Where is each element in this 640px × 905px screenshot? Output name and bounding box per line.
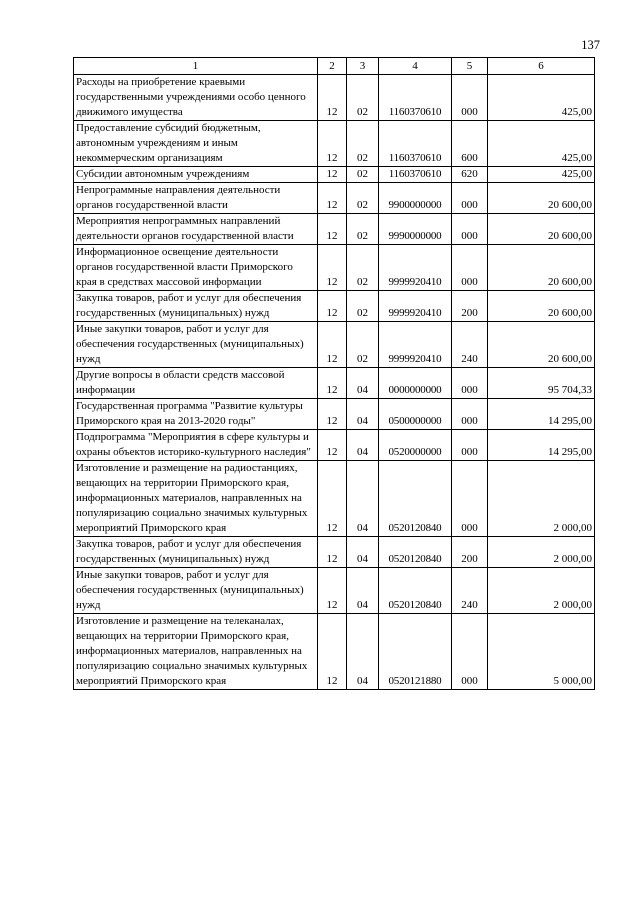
expense-type-code: 000 (452, 214, 488, 245)
subsection-code: 04 (347, 614, 379, 690)
table-row (74, 430, 595, 461)
target-article-code: 0000000000 (379, 368, 452, 399)
subsection-code: 04 (347, 537, 379, 568)
item-name: Субсидии автономным учреждениям (74, 167, 318, 183)
section-code: 12 (318, 183, 347, 214)
amount: 2 000,00 (488, 537, 595, 568)
header-cell: 4 (379, 58, 452, 75)
table-row (74, 568, 595, 614)
header-cell: 3 (347, 58, 379, 75)
amount: 14 295,00 (488, 399, 595, 430)
subsection-code: 04 (347, 461, 379, 537)
section-code: 12 (318, 322, 347, 368)
target-article-code: 0520120840 (379, 537, 452, 568)
table-row (74, 121, 595, 167)
subsection-code: 04 (347, 568, 379, 614)
amount: 2 000,00 (488, 461, 595, 537)
item-name: Изготовление и размещение на телеканалах, вещающих на территории Приморского края, информационных материалов, направленных на популяризацию социально значимых культурных мероприятий Приморского края (74, 614, 318, 690)
target-article-code: 0520120840 (379, 461, 452, 537)
amount: 20 600,00 (488, 291, 595, 322)
amount: 2 000,00 (488, 568, 595, 614)
subsection-code: 02 (347, 214, 379, 245)
expense-type-code: 000 (452, 183, 488, 214)
item-name: Подпрограмма "Мероприятия в сфере культуры и охраны объектов историко-культурного наследия" (74, 430, 318, 461)
section-code: 12 (318, 214, 347, 245)
table-row (74, 214, 595, 245)
section-code: 12 (318, 614, 347, 690)
subsection-code: 02 (347, 167, 379, 183)
table-row (74, 75, 595, 121)
target-article-code: 0500000000 (379, 399, 452, 430)
subsection-code: 02 (347, 245, 379, 291)
section-code: 12 (318, 568, 347, 614)
expense-type-code: 240 (452, 322, 488, 368)
expense-type-code: 000 (452, 399, 488, 430)
expense-type-code: 000 (452, 245, 488, 291)
subsection-code: 02 (347, 121, 379, 167)
section-code: 12 (318, 75, 347, 121)
page-number: 137 (581, 38, 600, 52)
target-article-code: 9999920410 (379, 245, 452, 291)
target-article-code: 9999920410 (379, 322, 452, 368)
expense-type-code: 000 (452, 430, 488, 461)
amount: 20 600,00 (488, 245, 595, 291)
target-article-code: 9900000000 (379, 183, 452, 214)
subsection-code: 02 (347, 183, 379, 214)
section-code: 12 (318, 245, 347, 291)
table-row (74, 322, 595, 368)
target-article-code: 9990000000 (379, 214, 452, 245)
subsection-code: 02 (347, 291, 379, 322)
item-name: Закупка товаров, работ и услуг для обеспечения государственных (муниципальных) нужд (74, 537, 318, 568)
header-row (74, 58, 595, 75)
section-code: 12 (318, 430, 347, 461)
section-code: 12 (318, 461, 347, 537)
item-name: Предоставление субсидий бюджетным, автономным учреждениям и иным некоммерческим организациям (74, 121, 318, 167)
target-article-code: 0520121880 (379, 614, 452, 690)
section-code: 12 (318, 291, 347, 322)
table-row (74, 245, 595, 291)
table-row (74, 461, 595, 537)
item-name: Изготовление и размещение на радиостанциях, вещающих на территории Приморского края, информационных материалов, направленных на популяризацию социально значимых культурных мероприятий Приморского края (74, 461, 318, 537)
amount: 425,00 (488, 167, 595, 183)
expense-type-code: 000 (452, 614, 488, 690)
amount: 20 600,00 (488, 214, 595, 245)
target-article-code: 1160370610 (379, 121, 452, 167)
item-name: Мероприятия непрограммных направлений деятельности органов государственной власти (74, 214, 318, 245)
amount: 20 600,00 (488, 322, 595, 368)
target-article-code: 1160370610 (379, 75, 452, 121)
expense-type-code: 200 (452, 291, 488, 322)
table-row (74, 167, 595, 183)
item-name: Государственная программа "Развитие культуры Приморского края на 2013-2020 годы" (74, 399, 318, 430)
section-code: 12 (318, 368, 347, 399)
table-row (74, 368, 595, 399)
header-cell: 1 (74, 58, 318, 75)
amount: 14 295,00 (488, 430, 595, 461)
expense-type-code: 000 (452, 461, 488, 537)
subsection-code: 02 (347, 75, 379, 121)
amount: 425,00 (488, 75, 595, 121)
table-row (74, 537, 595, 568)
section-code: 12 (318, 537, 347, 568)
item-name: Иные закупки товаров, работ и услуг для обеспечения государственных (муниципальных) нужд (74, 322, 318, 368)
table-row (74, 291, 595, 322)
amount: 20 600,00 (488, 183, 595, 214)
expense-type-code: 600 (452, 121, 488, 167)
item-name: Закупка товаров, работ и услуг для обеспечения государственных (муниципальных) нужд (74, 291, 318, 322)
amount: 95 704,33 (488, 368, 595, 399)
target-article-code: 0520120840 (379, 568, 452, 614)
expense-type-code: 200 (452, 537, 488, 568)
target-article-code: 0520000000 (379, 430, 452, 461)
amount: 5 000,00 (488, 614, 595, 690)
expense-type-code: 000 (452, 368, 488, 399)
subsection-code: 04 (347, 399, 379, 430)
expense-type-code: 620 (452, 167, 488, 183)
table-row (74, 183, 595, 214)
item-name: Другие вопросы в области средств массовой информации (74, 368, 318, 399)
target-article-code: 9999920410 (379, 291, 452, 322)
header-cell: 6 (488, 58, 595, 75)
expense-type-code: 240 (452, 568, 488, 614)
budget-table (73, 57, 595, 690)
section-code: 12 (318, 121, 347, 167)
item-name: Непрограммные направления деятельности органов государственной власти (74, 183, 318, 214)
target-article-code: 1160370610 (379, 167, 452, 183)
subsection-code: 02 (347, 322, 379, 368)
item-name: Иные закупки товаров, работ и услуг для обеспечения государственных (муниципальных) нужд (74, 568, 318, 614)
table-row (74, 399, 595, 430)
header-cell: 5 (452, 58, 488, 75)
subsection-code: 04 (347, 368, 379, 399)
subsection-code: 04 (347, 430, 379, 461)
item-name: Информационное освещение деятельности органов государственной власти Приморского края в средствах массовой информации (74, 245, 318, 291)
section-code: 12 (318, 399, 347, 430)
table-row (74, 614, 595, 690)
header-cell: 2 (318, 58, 347, 75)
amount: 425,00 (488, 121, 595, 167)
item-name: Расходы на приобретение краевыми государственными учреждениями особо ценного движимого имущества (74, 75, 318, 121)
section-code: 12 (318, 167, 347, 183)
expense-type-code: 000 (452, 75, 488, 121)
